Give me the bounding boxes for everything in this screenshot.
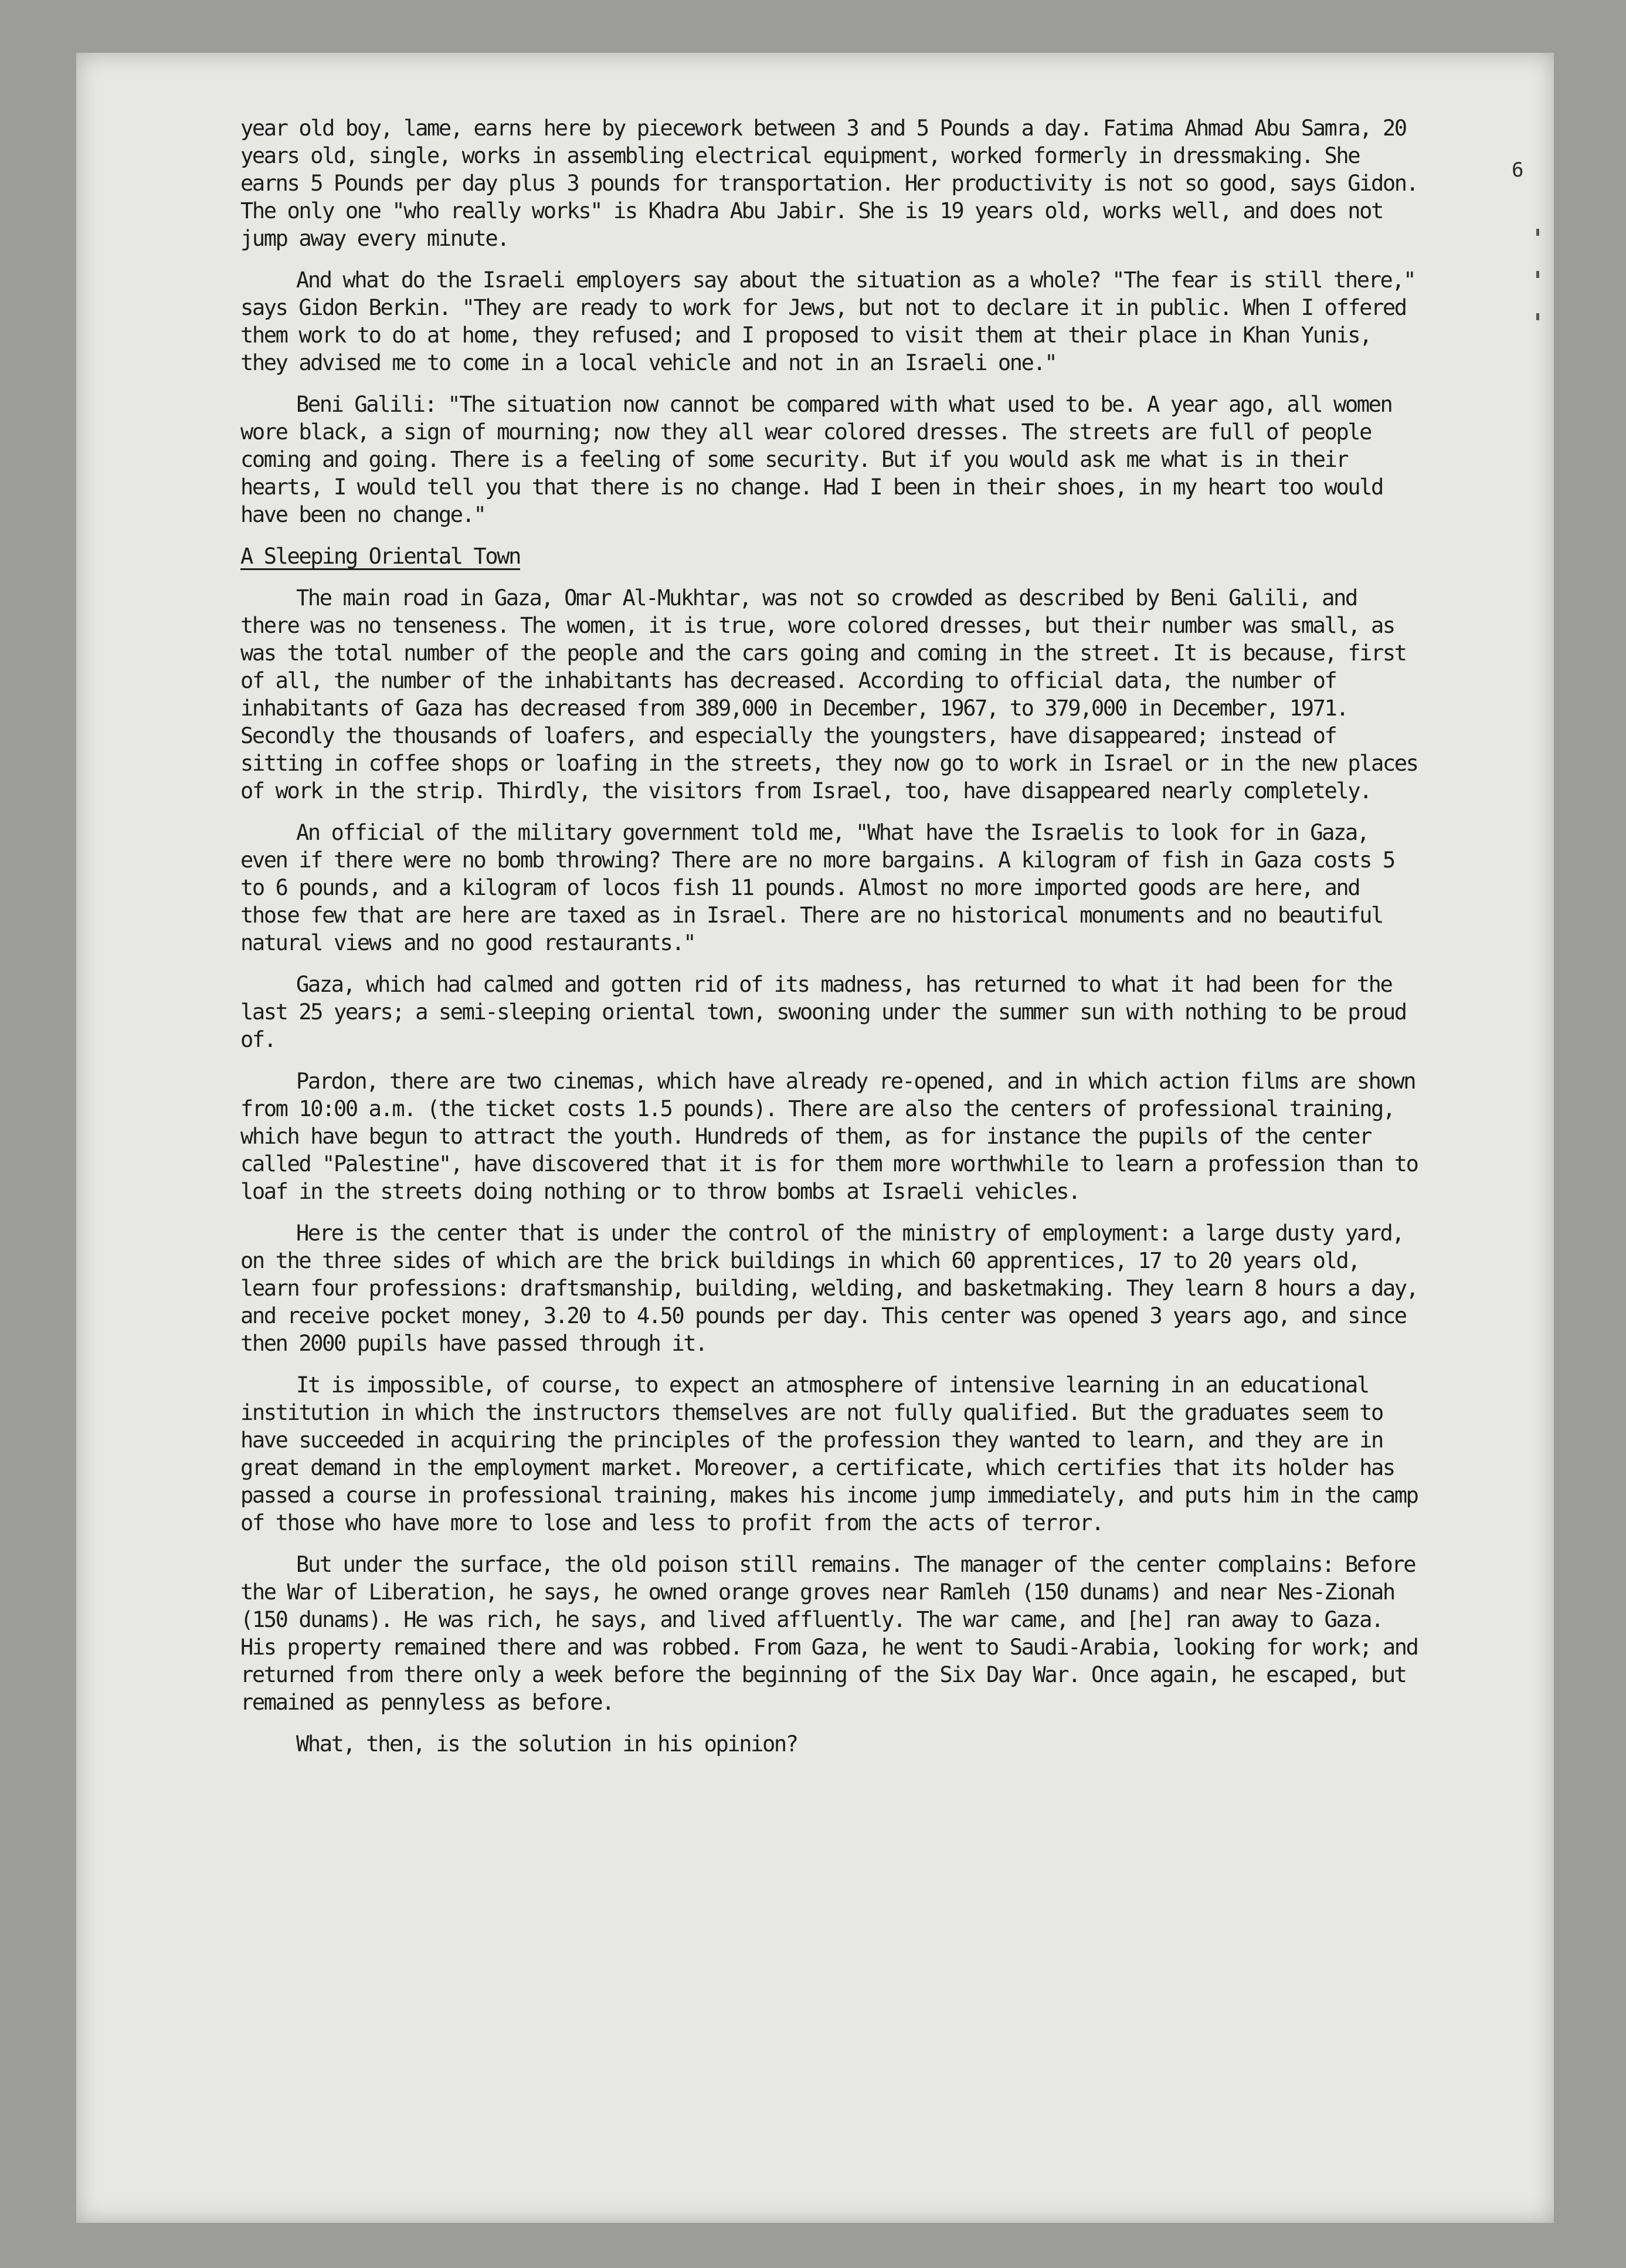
paragraph: What, then, is the solution in his opinion? — [296, 1731, 797, 1757]
paragraph: The main road in Gaza, Omar Al-Mukhtar, was not so crowded as described by Beni Galili, and there was no tenseness. The women, it is true, wore colored dresses, but their number was small, as was the total number of the people and the cars going and coming in the street. It is because, first of all, the number of the inhabitants has decreased. According to official data, the number of inhabitants of Gaza has decreased from 389,000 in December, 1967, to 379,000 in December, 1971. Secondly the thousands of loafers, and especially the youngsters, have disappeared; instead of sitting in coffee shops or loafing in the streets, they now go to work in Israel or in the new places of work in the strip. Thirdly, the visitors from Israel, too, have disappeared nearly completely. — [240, 585, 1430, 804]
paragraph: Gaza, which had calmed and gotten rid of its madness, has returned to what it had been for the last 25 years; a semi-sleeping oriental town, swooning under the summer sun with nothing to be proud of. — [240, 972, 1418, 1052]
paragraph: year old boy, lame, earns here by piecework between 3 and 5 Pounds a day. Fatima Ahmad Abu Samra, 20 years old, single, works in assembling electrical equipment, worked formerly in dressmaking. She earns 5 Pounds per day plus 3 pounds for transportation. Her productivity is not so good, says Gidon. The only one "who really works" is Khadra Abu Jabir. She is 19 years old, works well, and does not jump away every minute. — [240, 116, 1430, 251]
page-number: 6 — [1512, 158, 1524, 182]
paragraph: And what do the Israeli employers say about the situation as a whole? "The fear is still there," says Gidon Berkin. "They are ready to work for Jews, but not to declare it in public. When I offered them work to do at home, they refused; and I proposed to visit them at their place in Khan Yunis, they advised me to come in a local vehicle and not in an Israeli one." — [240, 267, 1427, 375]
paragraph: Beni Galili: "The situation now cannot be compared with what used to be. A year ago, all women wore black, a sign of mourning; now they all wear colored dresses. The streets are full of people coming and going. There is a feeling of some security. But if you would ask me what is in their hearts, I would tell you that there is no change. Had I been in their shoes, in my heart too would have been no change." — [240, 392, 1404, 527]
document-body — [240, 114, 1430, 1772]
margin-marks — [1536, 229, 1542, 346]
paragraph: Pardon, there are two cinemas, which have already re-opened, and in which action films are shown from 10:00 a.m. (the ticket costs 1.5 pounds). There are also the centers of professional training, which have begun to attract the youth. Hundreds of them, as for instance the pupils of the center called "Palestine", have discovered that it is for them more worthwhile to learn a profession than to loaf in the streets doing nothing or to throw bombs at Israeli vehicles. — [240, 1069, 1430, 1204]
margin-mark — [1536, 271, 1539, 278]
paragraph: Here is the center that is under the control of the ministry of employment: a large dusty yard, on the three sides of which are the brick buildings in which 60 apprentices, 17 to 20 years old, learn four professions: draftsmanship, building, welding, and basketmaking. They learn 8 hours a day, and receive pocket money, 3.20 to 4.50 pounds per day. This center was opened 3 years ago, and since then 2000 pupils have passed through it. — [240, 1221, 1430, 1356]
margin-mark — [1536, 313, 1539, 320]
paragraph: It is impossible, of course, to expect an atmosphere of intensive learning in an educational institution in which the instructors themselves are not fully qualified. But the graduates seem to have succeeded in acquiring the principles of the profession they wanted to learn, and they are in great demand in the employment market. Moreover, a certificate, which certifies that its holder has passed a course in professional training, makes his income jump immediately, and puts him in the camp of those who have more to lose and less to profit from the acts of terror. — [240, 1372, 1430, 1535]
paragraph: An official of the military government told me, "What have the Israelis to look for in Gaza, even if there were no bomb throwing? There are no more bargains. A kilogram of fish in Gaza costs 5 to 6 pounds, and a kilogram of locos fish 11 pounds. Almost no more imported goods are here, and those few that are here are taxed as in Israel. There are no historical monuments and no beautiful natural views and no good restaurants." — [240, 820, 1406, 955]
margin-mark — [1536, 229, 1539, 236]
section-heading: A Sleeping Oriental Town — [240, 544, 521, 569]
paragraph: But under the surface, the old poison still remains. The manager of the center complains: Before the War of Liberation, he says, he owned orange groves near Ramleh (150 dunams) and near Nes-Zionah (150 dunams). He was rich, he says, and lived affluently. The war came, and [he] ran away to Gaza. His property remained there and was robbed. From Gaza, he went to Saudi-Arabia, looking for work; and returned from there only a week before the beginning of the Six Day War. Once again, he escaped, but remained as pennyless as before. — [240, 1552, 1430, 1715]
